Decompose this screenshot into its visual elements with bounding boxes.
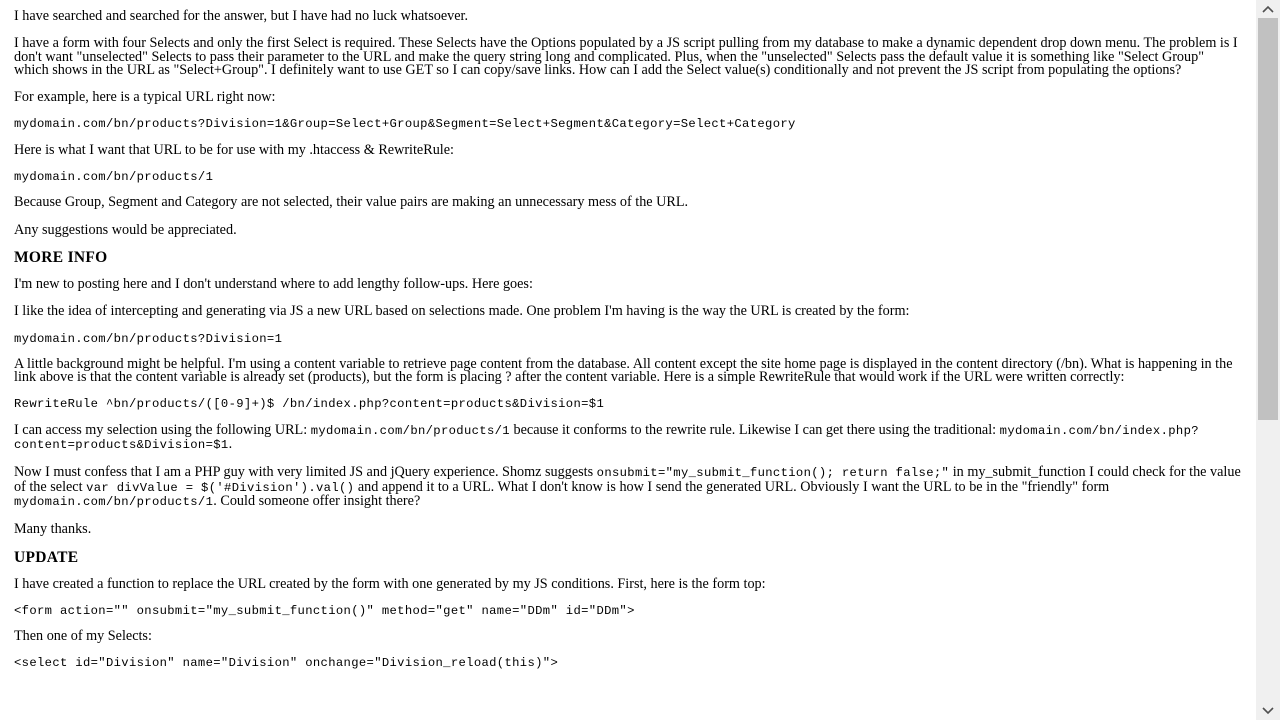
scroll-down-button[interactable]: [1256, 702, 1280, 720]
scroll-thumb[interactable]: [1258, 18, 1278, 420]
paragraph: Because Group, Segment and Category are not selected, their value pairs are making an unnecessary mess of the URL.: [14, 194, 689, 211]
paragraph: For example, here is a typical URL right now:: [14, 89, 276, 106]
paragraph: A little background might be helpful. I'm using a content variable to retrieve page content from the database. All content except the site home page is displayed in the content directory (/bn). What is happening in the link above is that the content variable is already set (products), but the form is placing ? after the content variable. Here is a simple RewriteRule that would work if the URL were written correctly:: [14, 355, 1233, 386]
text: .: [228, 436, 233, 453]
code-block: <form action="" onsubmit="my_submit_function()" method="get" name="DDm" id="DDm">: [14, 603, 635, 618]
code-block: mydomain.com/bn/products/1: [14, 170, 214, 185]
text: in my_submit_function I could check for the value of the select: [14, 464, 1241, 495]
inline-code: var divValue = $('#Division').val(): [86, 480, 355, 495]
code-block: mydomain.com/bn/products?Division=1: [14, 331, 283, 346]
heading-more-info: MORE INFO: [14, 248, 108, 266]
inline-code: mydomain.com/bn/index.php?content=products&Division=$1: [14, 423, 1199, 453]
paragraph: I like the idea of intercepting and generating via JS a new URL based on selections made. One problem I'm having is the way the URL is created by the form:: [14, 303, 910, 320]
vertical-scrollbar[interactable]: [1256, 0, 1280, 720]
text: I can access my selection using the following URL:: [14, 421, 311, 438]
paragraph: I have a form with four Selects and only the first Select is required. These Selects have the Options populated by a JS script pulling from my database to make a dynamic dependent drop down menu. The problem is I don't want "unselected" Selects to pass their parameter to the URL and make the query string long and complicated. Plus, when the "unselected" Selects pass the default value it is something like "Select Group" which shows in the URL as "Select+Group". I definitely want to use GET so I can copy/save links. How can I add the Select value(s) conditionally and not prevent the JS script from populating the options?: [14, 35, 1238, 78]
inline-code: onsubmit="my_submit_function(); return false;": [596, 466, 950, 481]
chevron-up-icon: [1262, 5, 1274, 13]
code-block: mydomain.com/bn/products?Division=1&Group=Select+Group&Segment=Select+Segment&Category=Select+Category: [14, 117, 796, 132]
paragraph: Any suggestions would be appreciated.: [14, 221, 237, 238]
paragraph: I have searched and searched for the answer, but I have had no luck whatsoever.: [14, 8, 469, 24]
paragraph: [14, 421, 1242, 453]
text: and append it to a URL. What I don't know is how I send the generated URL. Obviously I want the URL to be in the "friendly" form: [354, 478, 1110, 495]
paragraph: Then one of my Selects:: [14, 628, 152, 645]
paragraph: I'm new to posting here and I don't understand where to add lengthy follow-ups. Here goes:: [14, 275, 533, 292]
code-block: <select id="Division" name="Division" onchange="Division_reload(this)">: [14, 656, 559, 671]
paragraph: [14, 466, 1242, 509]
paragraph: I have created a function to replace the URL created by the form with one generated by my JS conditions. First, here is the form top:: [14, 575, 766, 592]
paragraph: Here is what I want that URL to be for use with my .htaccess & RewriteRule:: [14, 141, 454, 158]
inline-code: mydomain.com/bn/products/1: [310, 423, 510, 438]
article-body: [14, 0, 1242, 720]
paragraph: Many thanks.: [14, 521, 92, 538]
code-block: RewriteRule ^bn/products/([0-9]+)$ /bn/index.php?content=products&Division=$1: [14, 397, 605, 412]
text: because it conforms to the rewrite rule. Likewise I can get there using the traditional:: [509, 421, 1000, 438]
text: . Could someone offer insight there?: [213, 492, 421, 509]
chevron-down-icon: [1262, 707, 1274, 715]
scroll-up-button[interactable]: [1256, 0, 1280, 18]
text: Now I must confess that I am a PHP guy with very limited JS and jQuery experience. Shomz suggests: [14, 464, 597, 481]
inline-code: mydomain.com/bn/products/1: [14, 494, 214, 509]
heading-update: UPDATE: [14, 548, 79, 566]
